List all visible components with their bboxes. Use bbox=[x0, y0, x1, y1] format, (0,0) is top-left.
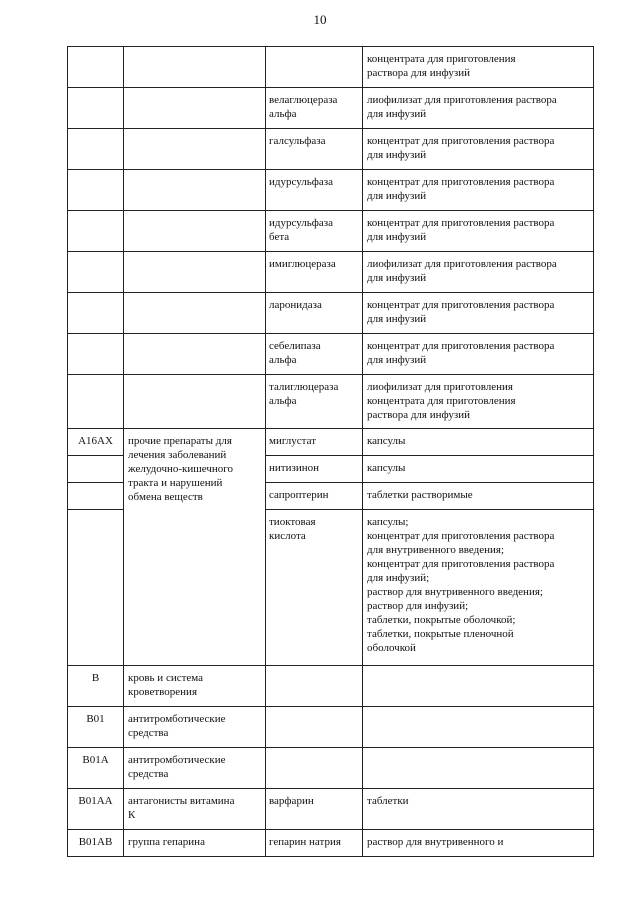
drug-name-cell: идурсульфаза бета bbox=[266, 211, 363, 252]
group-name-cell bbox=[124, 293, 266, 334]
drug-name-cell: нитизинон bbox=[266, 456, 363, 483]
atc-code-cell bbox=[68, 483, 124, 510]
atc-code-cell bbox=[68, 252, 124, 293]
table-row bbox=[68, 47, 594, 88]
table-row bbox=[68, 88, 594, 129]
drug-name-cell bbox=[266, 666, 363, 707]
drug-name-cell: ларонидаза bbox=[266, 293, 363, 334]
group-name-cell: группа гепарина bbox=[124, 830, 266, 857]
group-name-cell bbox=[124, 129, 266, 170]
group-name-cell: антитромботические средства bbox=[124, 707, 266, 748]
drug-name-cell: талиглюцераза альфа bbox=[266, 375, 363, 429]
dosage-form-cell: лиофилизат для приготовления раствора для инфузий bbox=[363, 252, 594, 293]
group-name-cell bbox=[124, 170, 266, 211]
table-row bbox=[68, 375, 594, 429]
group-name-cell: антитромботические средства bbox=[124, 748, 266, 789]
table-row bbox=[68, 293, 594, 334]
dosage-form-cell: лиофилизат для приготовления концентрата для приготовления раствора для инфузий bbox=[363, 375, 594, 429]
drug-name-cell: себелипаза альфа bbox=[266, 334, 363, 375]
dosage-form-cell: раствор для внутривенного и bbox=[363, 830, 594, 857]
drug-name-cell: галсульфаза bbox=[266, 129, 363, 170]
dosage-form-cell: капсулы bbox=[363, 456, 594, 483]
dosage-form-cell bbox=[363, 748, 594, 789]
atc-code-cell bbox=[68, 88, 124, 129]
drug-name-cell bbox=[266, 47, 363, 88]
atc-code-cell: B01 bbox=[68, 707, 124, 748]
atc-code-cell: B01AB bbox=[68, 830, 124, 857]
drug-name-cell bbox=[266, 748, 363, 789]
dosage-form-cell bbox=[363, 707, 594, 748]
drug-name-cell: тиоктовая кислота bbox=[266, 510, 363, 666]
table-row bbox=[68, 748, 594, 789]
atc-code-cell bbox=[68, 334, 124, 375]
table-row bbox=[68, 334, 594, 375]
atc-code-cell bbox=[68, 293, 124, 334]
table-row bbox=[68, 252, 594, 293]
dosage-form-cell: капсулы; концентрат для приготовления раствора для внутривенного введения; концентрат для приготовления раствора для инфузий; раствор для внутривенного введения; раствор для инфузий; таблетки, покрытые оболочкой; таблетки, покрытые пленочной оболочкой bbox=[363, 510, 594, 666]
table-row bbox=[68, 170, 594, 211]
group-name-cell bbox=[124, 211, 266, 252]
table-row bbox=[68, 707, 594, 748]
table-row bbox=[68, 789, 594, 830]
dosage-form-cell: концентрат для приготовления раствора для инфузий bbox=[363, 170, 594, 211]
dosage-form-cell: капсулы bbox=[363, 429, 594, 456]
drug-name-cell: велаглюцераза альфа bbox=[266, 88, 363, 129]
dosage-form-cell: концентрат для приготовления раствора для инфузий bbox=[363, 129, 594, 170]
drug-table bbox=[67, 46, 594, 857]
dosage-form-cell: концентрат для приготовления раствора для инфузий bbox=[363, 211, 594, 252]
drug-name-cell: варфарин bbox=[266, 789, 363, 830]
drug-name-cell: имиглюцераза bbox=[266, 252, 363, 293]
atc-code-cell bbox=[68, 375, 124, 429]
drug-name-cell bbox=[266, 707, 363, 748]
group-name-cell bbox=[124, 88, 266, 129]
table-row bbox=[68, 429, 594, 456]
dosage-form-cell: таблетки bbox=[363, 789, 594, 830]
atc-code-cell bbox=[68, 47, 124, 88]
dosage-form-cell: концентрат для приготовления раствора для инфузий bbox=[363, 334, 594, 375]
atc-code-cell: B bbox=[68, 666, 124, 707]
atc-code-cell bbox=[68, 170, 124, 211]
atc-code-cell: B01AA bbox=[68, 789, 124, 830]
table-row bbox=[68, 129, 594, 170]
group-name-cell bbox=[124, 47, 266, 88]
dosage-form-cell: концентрата для приготовления раствора для инфузий bbox=[363, 47, 594, 88]
drug-name-cell: миглустат bbox=[266, 429, 363, 456]
dosage-form-cell: концентрат для приготовления раствора для инфузий bbox=[363, 293, 594, 334]
drug-name-cell: сапроптерин bbox=[266, 483, 363, 510]
dosage-form-cell bbox=[363, 666, 594, 707]
group-name-cell: прочие препараты для лечения заболеваний желудочно-кишечного тракта и нарушений обмена веществ bbox=[124, 429, 266, 666]
atc-code-cell bbox=[68, 510, 124, 666]
atc-code-cell bbox=[68, 456, 124, 483]
group-name-cell: антагонисты витамина К bbox=[124, 789, 266, 830]
dosage-form-cell: лиофилизат для приготовления раствора для инфузий bbox=[363, 88, 594, 129]
table-row bbox=[68, 830, 594, 857]
page-number: 10 bbox=[313, 12, 327, 27]
table-row bbox=[68, 666, 594, 707]
atc-code-cell: B01A bbox=[68, 748, 124, 789]
group-name-cell bbox=[124, 375, 266, 429]
atc-code-cell: A16AX bbox=[68, 429, 124, 456]
group-name-cell bbox=[124, 334, 266, 375]
table-row bbox=[68, 211, 594, 252]
atc-code-cell bbox=[68, 211, 124, 252]
drug-name-cell: идурсульфаза bbox=[266, 170, 363, 211]
group-name-cell: кровь и система кроветворения bbox=[124, 666, 266, 707]
dosage-form-cell: таблетки растворимые bbox=[363, 483, 594, 510]
drug-name-cell: гепарин натрия bbox=[266, 830, 363, 857]
atc-code-cell bbox=[68, 129, 124, 170]
group-name-cell bbox=[124, 252, 266, 293]
drug-table-body bbox=[68, 47, 594, 857]
